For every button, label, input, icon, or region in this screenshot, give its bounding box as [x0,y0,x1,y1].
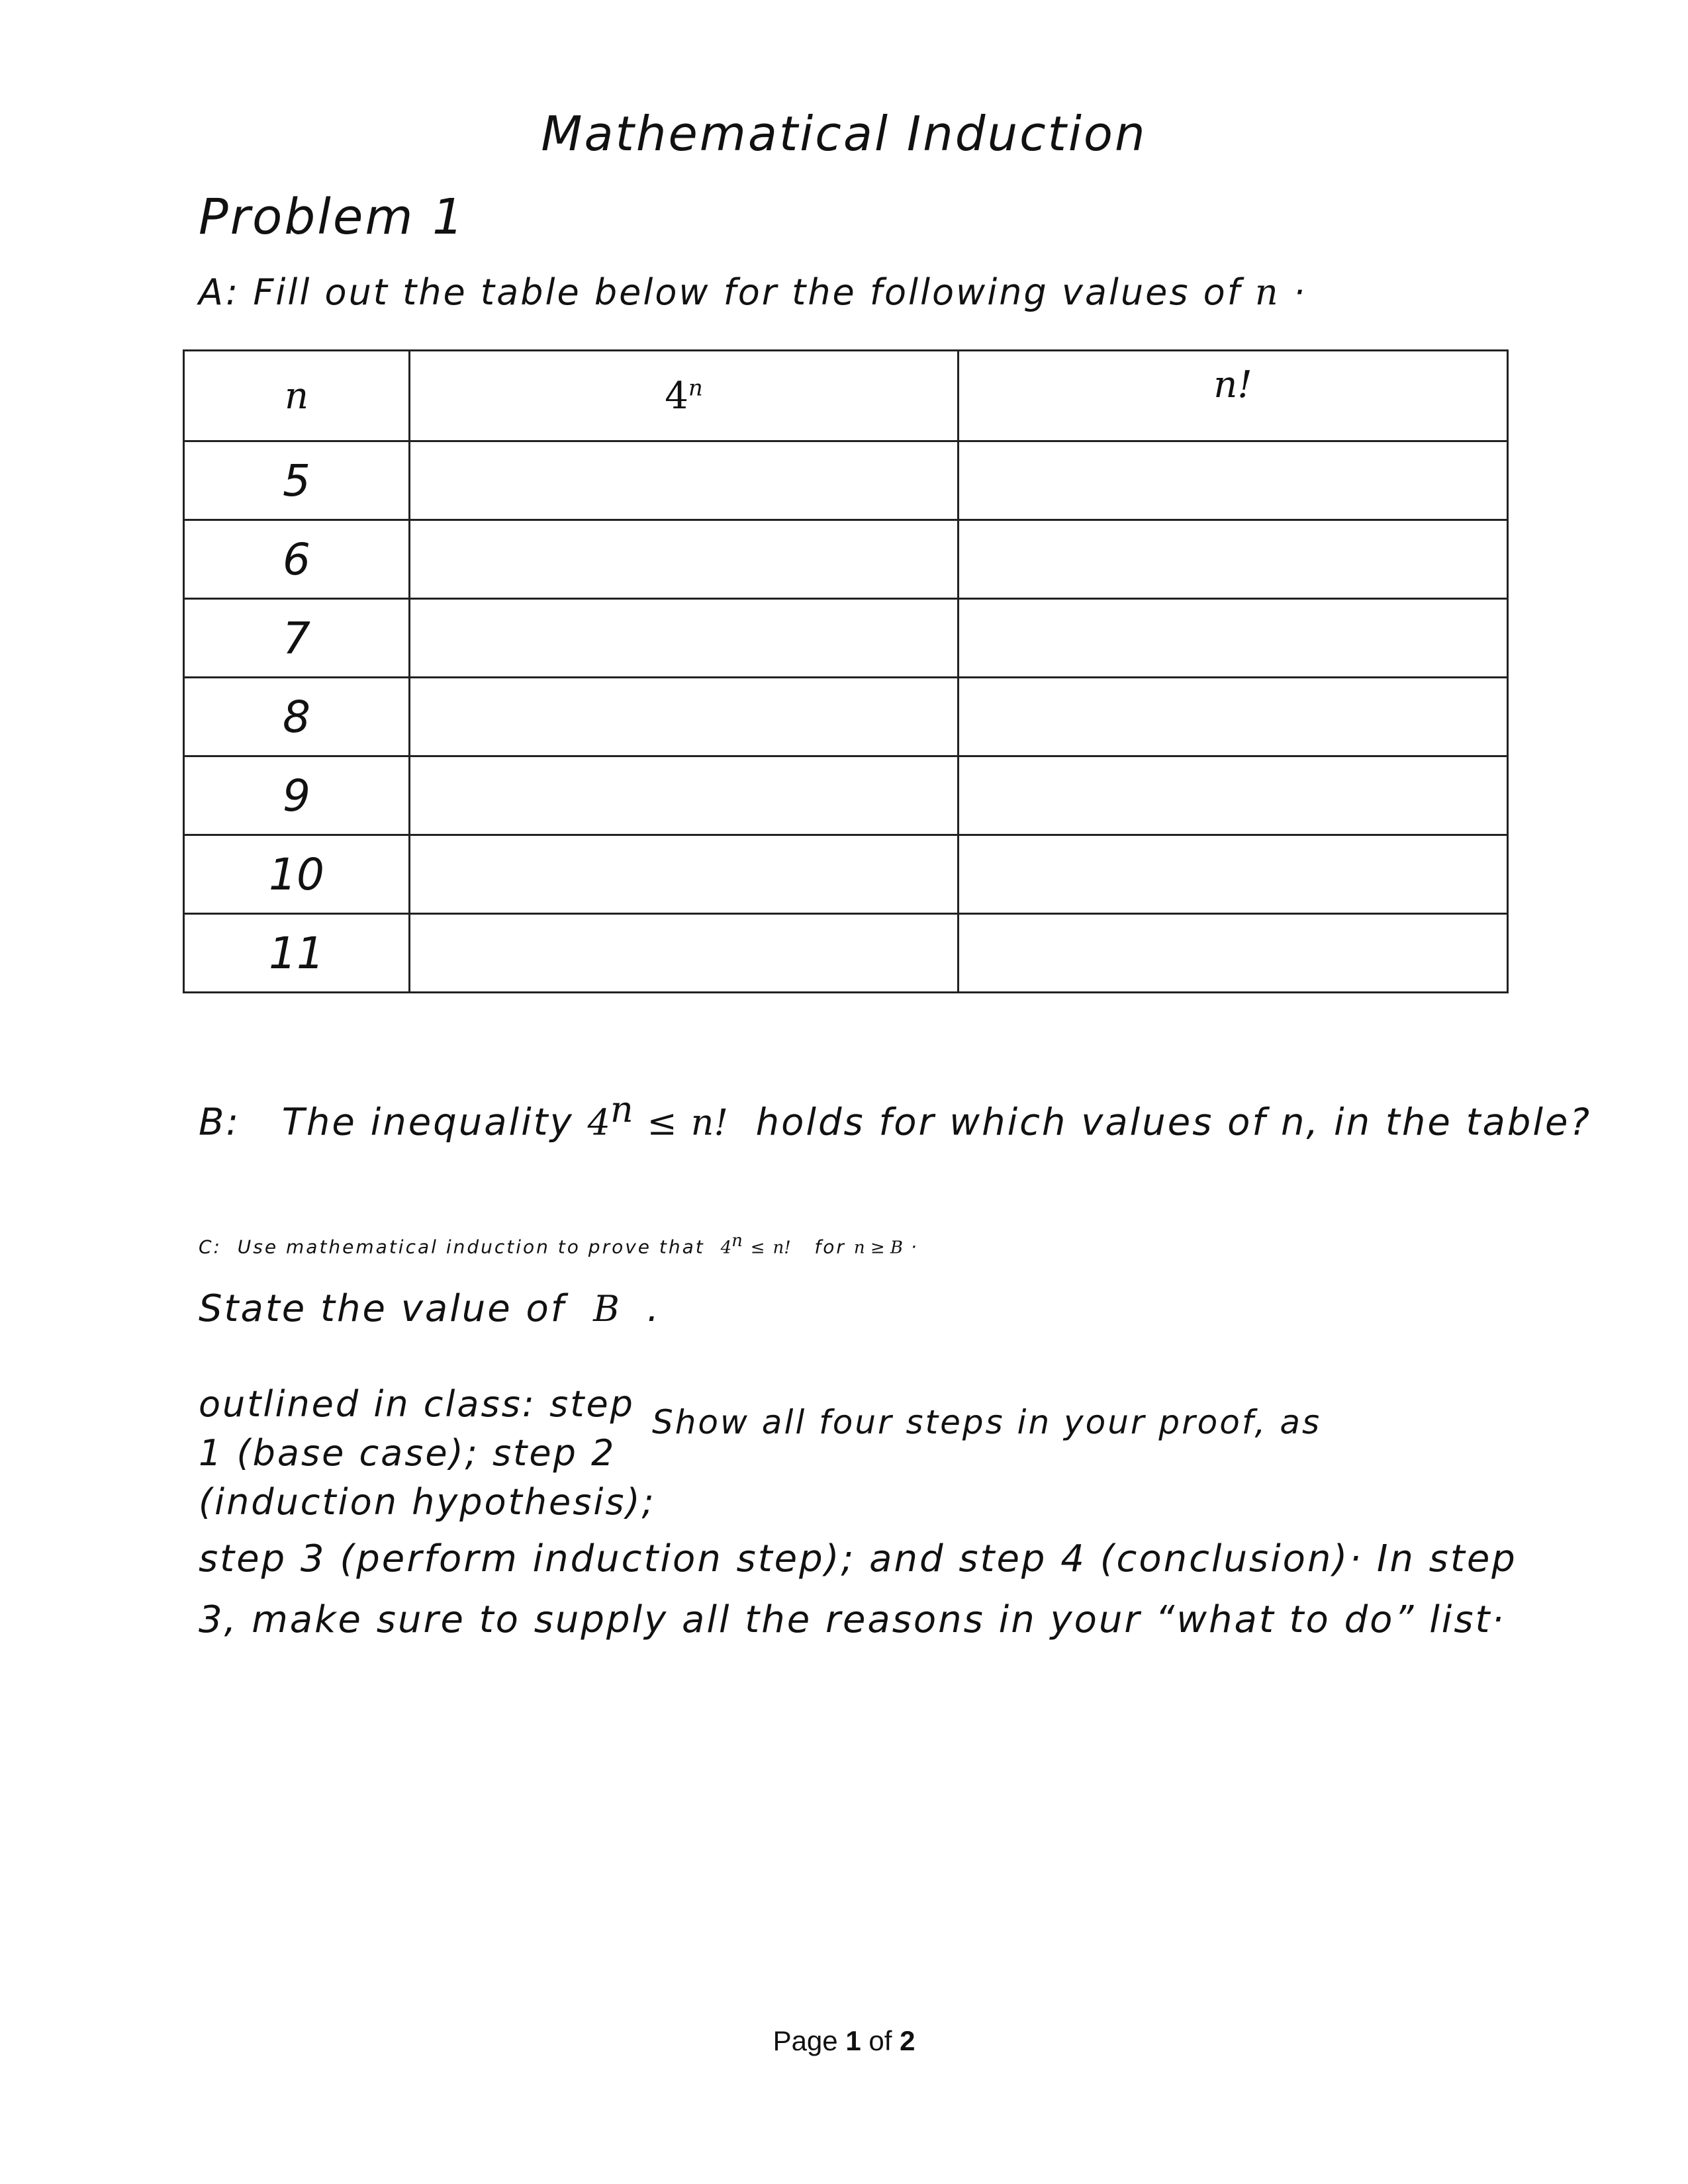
4n-answer-cell[interactable] [410,914,959,993]
outlined-line-2: 1 (base case); step 2 [199,1432,616,1474]
n-value: 11 [269,927,324,979]
table-row [184,520,1508,599]
n-value: 7 [283,612,310,664]
page-number [0,2025,1688,2057]
part-c-end: · [910,1236,919,1258]
steps-line-2: 3, make sure to supply all the reasons in your “what to do” list· [199,1598,1506,1641]
n-cell [184,678,410,756]
n-value: 8 [283,691,310,743]
part-b-label: B: [199,1101,241,1144]
table-row [184,678,1508,756]
header-4n-base: 4 [665,374,688,418]
header-n: n [284,374,309,418]
steps-line-1: step 3 (perform induction step); and step 4 (conclusion)· In step [199,1537,1517,1580]
header-factorial-cell [959,351,1508,441]
part-a-label: A: [199,271,240,313]
part-b-rhs: n! [690,1101,729,1144]
values-table [183,349,1509,993]
part-c-exponent: n [731,1231,743,1251]
4n-answer-cell[interactable] [410,835,959,914]
part-c-label: C: [199,1236,222,1258]
n-value: 6 [283,533,310,585]
4n-answer-cell[interactable] [410,756,959,835]
problem-heading: Problem 1 [199,189,466,246]
factorial-answer-cell[interactable] [959,835,1508,914]
steps-block [199,1529,1517,1651]
part-a-instruction [199,271,1307,313]
part-b-question [199,1089,1591,1144]
part-b-base: 4 [587,1101,610,1144]
header-4n-exponent: n [688,374,703,401]
outlined-line-3: (induction hypothesis); [199,1481,656,1523]
part-b-exponent: n [610,1089,633,1130]
part-c-instruction [199,1231,919,1257]
factorial-answer-cell[interactable] [959,678,1508,756]
state-b-prompt [199,1287,661,1330]
page-total: 2 [900,2025,915,2056]
4n-answer-cell[interactable] [410,678,959,756]
state-b-text: State the value of [199,1287,566,1330]
n-cell [184,599,410,678]
n-cell [184,756,410,835]
part-c-base: 4 [720,1238,732,1258]
4n-answer-cell[interactable] [410,599,959,678]
factorial-answer-cell[interactable] [959,520,1508,599]
part-c-condition: n ≥ B [853,1238,903,1258]
n-value: 10 [269,848,324,900]
n-value: 9 [283,770,310,821]
state-b-end: . [647,1287,661,1330]
factorial-answer-cell[interactable] [959,441,1508,520]
table-header-row [184,351,1508,441]
factorial-answer-cell[interactable] [959,599,1508,678]
header-4n [665,375,703,418]
page-label: Page [773,2025,838,2056]
outlined-line-1: outlined in class: step [199,1383,635,1425]
table-row [184,914,1508,993]
table-row [184,835,1508,914]
header-n-cell [184,351,410,441]
table-row [184,599,1508,678]
page-of: of [868,2025,892,2056]
part-b-post: holds for which values of n, in the table? [755,1101,1592,1144]
part-a-end: · [1293,271,1307,313]
4n-answer-cell[interactable] [410,520,959,599]
state-b-variable: B [593,1288,620,1330]
page-current: 1 [845,2025,861,2056]
n-value: 5 [283,455,310,506]
factorial-answer-cell[interactable] [959,756,1508,835]
part-c-relation: ≤ [750,1238,765,1258]
part-c-for: for [814,1236,846,1258]
part-b-relation: ≤ [647,1101,677,1144]
table-row [184,441,1508,520]
n-cell [184,835,410,914]
header-factorial: n! [1213,363,1252,406]
n-cell [184,441,410,520]
n-cell [184,914,410,993]
part-a-text: Fill out the table below for the following values of [253,271,1242,313]
part-a-variable: n [1254,271,1280,313]
part-c-rhs: n! [773,1238,791,1258]
header-4n-cell [410,351,959,441]
factorial-answer-cell[interactable] [959,914,1508,993]
n-cell [184,520,410,599]
outlined-steps-block [199,1380,656,1527]
4n-answer-cell[interactable] [410,441,959,520]
part-b-pre: The inequality [281,1101,574,1144]
page-title: Mathematical Induction [541,106,1147,161]
table-row [184,756,1508,835]
part-c-text: Use mathematical induction to prove that [237,1236,705,1258]
show-all-steps-text: Show all four steps in your proof, as [652,1403,1322,1441]
